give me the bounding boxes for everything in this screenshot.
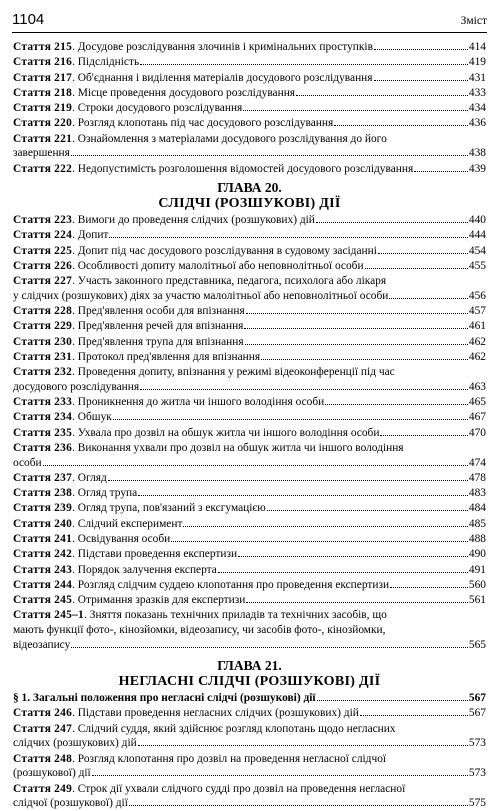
article-label: Стаття	[13, 609, 52, 622]
page-ref: 433	[468, 86, 486, 99]
article-number: 216	[54, 56, 73, 69]
article-title: . Пред'явлення особи для впізнання	[72, 305, 245, 318]
page-ref: 565	[468, 638, 486, 651]
toc-entry[interactable]	[13, 722, 486, 751]
toc-entry[interactable]	[13, 426, 486, 441]
article-number: 229	[54, 320, 73, 333]
article-label: Стаття	[13, 563, 52, 576]
article-label: Стаття	[13, 351, 52, 363]
page-ref: 567	[468, 692, 486, 705]
toc-entry[interactable]	[13, 486, 486, 501]
dot-leader	[129, 805, 468, 806]
article-title-continuation: слідчих (розшукових) дій	[13, 737, 137, 750]
article-label: Стаття	[13, 56, 52, 69]
dot-leader	[171, 541, 468, 542]
page-header	[12, 8, 487, 33]
article-label: Стаття	[13, 707, 52, 720]
chapter-label: ГЛАВА 20.	[217, 180, 282, 196]
section-heading[interactable]	[13, 691, 486, 706]
page-ref: 483	[468, 487, 486, 500]
dot-leader	[389, 298, 468, 299]
page-ref: 484	[468, 502, 486, 515]
article-title: . Огляд	[72, 471, 107, 484]
toc-entry[interactable]	[13, 55, 486, 70]
article-number: 248	[54, 752, 73, 765]
toc-entry[interactable]	[13, 244, 486, 259]
article-title: . Підстави проведення негласних слідчих (розшукових) дій	[72, 707, 359, 720]
article-label: Стаття	[13, 117, 52, 130]
page-ref: 455	[468, 260, 486, 272]
page-ref: 434	[468, 102, 486, 115]
article-label: Стаття	[13, 594, 52, 607]
toc-group-chapter-20	[13, 213, 486, 652]
page-ref: 461	[468, 320, 486, 333]
toc-entry[interactable]	[13, 40, 486, 55]
article-title: . Пред'явлення речей для впізнання	[72, 320, 244, 333]
page-ref: 567	[468, 707, 486, 720]
article-title: . Порядок залучення експерта	[72, 563, 217, 576]
dot-leader	[243, 110, 468, 111]
dot-leader	[374, 49, 468, 50]
toc-entry[interactable]	[13, 116, 486, 131]
article-title-continuation: завершення	[13, 147, 70, 160]
toc-entry[interactable]	[13, 517, 486, 532]
page-ref: 575	[468, 797, 486, 810]
page-ref: 444	[468, 229, 486, 242]
toc-entry[interactable]	[13, 547, 486, 562]
article-title: . Проведення допиту, впізнання у режимі відеоконференції під час	[72, 366, 395, 379]
dot-leader	[43, 465, 468, 466]
article-number: 232	[54, 366, 73, 379]
running-head: Зміст	[460, 15, 487, 27]
dot-leader	[378, 253, 468, 254]
toc-group-chapter-21	[13, 706, 486, 810]
page-ref: 467	[468, 411, 486, 424]
chapter-title: СЛІДЧІ (РОЗШУКОВІ) ДІЇ	[158, 196, 341, 212]
article-number: 245–1	[54, 609, 85, 622]
article-title: . Об'єднання і виділення матеріалів досудового розслідування	[72, 71, 373, 84]
dot-leader	[138, 495, 468, 496]
page-ref: 454	[468, 244, 486, 257]
article-number: 218	[54, 86, 73, 99]
dot-leader	[92, 775, 468, 776]
dot-leader	[71, 155, 468, 156]
toc-entry[interactable]	[13, 101, 486, 116]
article-title: . Розгляд клопотання про дозвіл на проведення негласної слідчої	[72, 752, 387, 765]
article-label: Стаття	[13, 71, 52, 84]
article-title: . Ухвала про дозвіл на обшук житла чи іншого володіння особи	[72, 426, 380, 439]
article-title: . Проникнення до житла чи іншого володіння особи	[72, 396, 325, 409]
article-title-continuation: у слідчих (розшукових) діях за участю малолітньої або неповнолітньої особи	[13, 289, 389, 302]
page-ref: 490	[468, 548, 486, 561]
article-title: . Допит під час досудового розслідування в судовому засіданні	[72, 244, 377, 257]
article-label: Стаття	[13, 442, 52, 454]
page-ref: 462	[468, 351, 486, 363]
article-title-continuation: досудового розслідування	[13, 380, 140, 393]
article-title: . Особливості допиту малолітньої або неповнолітньої особи	[72, 260, 364, 272]
toc-entry[interactable]	[13, 319, 486, 334]
toc-entry[interactable]	[13, 501, 486, 516]
article-number: 234	[54, 411, 73, 424]
article-number: 222	[54, 162, 73, 175]
article-number: 240	[54, 517, 73, 530]
article-number: 239	[54, 502, 73, 515]
dot-leader	[109, 237, 467, 238]
article-title: . Протокол пред'явлення для впізнання	[72, 351, 261, 363]
article-title-continuation: особи	[13, 456, 42, 469]
article-number: 243	[54, 563, 73, 576]
article-label: Стаття	[13, 502, 52, 515]
article-number: 237	[54, 471, 73, 484]
article-label: Стаття	[13, 320, 52, 333]
toc-entry[interactable]	[13, 132, 486, 161]
article-number: 224	[54, 229, 73, 242]
article-number: 219	[54, 102, 73, 115]
article-number: 235	[54, 426, 73, 439]
dot-leader	[261, 359, 468, 360]
article-number: 217	[54, 71, 73, 84]
dot-leader	[374, 80, 468, 81]
article-title: . Огляд трупа	[72, 487, 138, 500]
toc-entry[interactable]	[13, 441, 486, 470]
dot-leader	[296, 95, 468, 96]
section-title: § 1. Загальні положення про негласні слідчі (розшукові) дії	[13, 692, 316, 705]
page-ref: 474	[468, 456, 486, 469]
article-number: 221	[54, 132, 73, 145]
article-title-continuation: (розшукової) дії	[13, 767, 91, 780]
article-title: . Розгляд слідчим суддею клопотання про проведення експертизи	[72, 578, 390, 591]
toc-entry[interactable]	[13, 304, 486, 319]
article-label: Стаття	[13, 41, 52, 53]
article-number: 220	[54, 117, 73, 130]
page-ref: 488	[468, 533, 486, 545]
page-ref: 463	[468, 380, 486, 393]
dot-leader	[360, 715, 468, 716]
article-label: Стаття	[13, 260, 52, 272]
dot-leader	[365, 268, 468, 269]
page-ref: 573	[468, 767, 486, 780]
article-title: . Виконання ухвали про дозвіл на обшук житла чи іншого володіння	[72, 442, 404, 454]
toc-entry[interactable]	[13, 350, 486, 365]
article-number: 242	[54, 548, 73, 561]
article-title: . Допит	[72, 229, 109, 242]
article-title-continuation: слідчої (розшукової) дії	[13, 797, 128, 810]
dot-leader	[246, 602, 468, 603]
article-title: . Строк дії ухвали слідчого судді про дозвіл на проведення негласної	[72, 782, 406, 795]
toc-entry[interactable]	[13, 578, 486, 593]
article-label: Стаття	[13, 102, 52, 115]
article-title-continuation: відеозапису	[13, 638, 71, 651]
dot-leader	[183, 526, 467, 527]
article-label: Стаття	[13, 229, 52, 242]
toc-entry[interactable]	[13, 86, 486, 101]
page-ref: 462	[468, 335, 486, 348]
article-number: 228	[54, 305, 73, 318]
article-label: Стаття	[13, 335, 52, 348]
toc-entry[interactable]	[13, 395, 486, 410]
page-ref: 470	[468, 426, 486, 439]
dot-leader	[325, 404, 468, 405]
article-label: Стаття	[13, 244, 52, 257]
article-title: . Зняття показань технічних приладів та технічних засобів, що	[84, 609, 387, 622]
article-title: . Підстави проведення експертизи	[72, 548, 238, 561]
article-number: 226	[54, 260, 73, 272]
dot-leader	[380, 435, 467, 436]
article-title-continuation: мають функції фото-, кінозйомки, відеозапису, чи засобів фото-, кінозйомки,	[13, 624, 386, 636]
toc-entry[interactable]	[13, 162, 486, 177]
dot-leader	[316, 222, 468, 223]
article-title: . Недопустимість розголошення відомостей досудового розслідування	[72, 162, 414, 175]
article-title: . Вимоги до проведення слідчих (розшукових) дій	[72, 214, 315, 227]
page-ref: 436	[468, 117, 486, 130]
chapter-heading-20	[13, 180, 486, 212]
article-title: . Строки досудового розслідування	[72, 102, 243, 115]
article-label: Стаття	[13, 86, 52, 99]
article-number: 236	[54, 442, 73, 454]
article-number: 223	[54, 214, 73, 227]
article-number: 233	[54, 396, 73, 409]
article-label: Стаття	[13, 396, 52, 409]
toc-entry[interactable]	[13, 410, 486, 425]
article-number: 245	[54, 594, 73, 607]
toc-group-top	[13, 40, 486, 176]
dot-leader	[246, 313, 468, 314]
toc-entry[interactable]	[13, 274, 486, 303]
article-label: Стаття	[13, 752, 52, 765]
article-label: Стаття	[13, 533, 52, 545]
page-ref: 561	[468, 594, 486, 607]
toc-entry[interactable]	[13, 213, 486, 228]
article-number: 241	[54, 533, 73, 545]
table-of-contents	[13, 40, 486, 811]
article-title: . Підслідність	[72, 56, 140, 69]
toc-entry[interactable]	[13, 608, 486, 652]
page-ref: 431	[468, 71, 486, 84]
page-number: 1104	[12, 11, 45, 28]
article-label: Стаття	[13, 517, 52, 530]
dot-leader	[238, 556, 468, 557]
dot-leader	[267, 510, 468, 511]
article-number: 246	[54, 707, 73, 720]
article-number: 225	[54, 244, 73, 257]
article-number: 215	[54, 41, 73, 53]
article-title: . Місце проведення досудового розслідування	[72, 86, 296, 99]
page-ref: 414	[468, 41, 486, 53]
toc-entry[interactable]	[13, 71, 486, 86]
article-title: . Отримання зразків для експертизи	[72, 594, 246, 607]
article-title: . Слідчий експеримент	[72, 517, 183, 530]
article-number: 238	[54, 487, 73, 500]
article-number: 227	[54, 275, 73, 288]
chapter-heading-21	[13, 658, 486, 690]
page-ref: 465	[468, 396, 486, 409]
article-label: Стаття	[13, 426, 52, 439]
article-label: Стаття	[13, 162, 52, 175]
article-label: Стаття	[13, 722, 52, 735]
dot-leader	[334, 125, 468, 126]
dot-leader	[414, 171, 468, 172]
page-ref: 456	[468, 289, 486, 302]
article-title: . Обшук	[72, 411, 112, 424]
article-label: Стаття	[13, 782, 52, 795]
toc-entry[interactable]	[13, 365, 486, 394]
article-label: Стаття	[13, 487, 52, 500]
dot-leader	[140, 64, 468, 65]
article-number: 244	[54, 578, 73, 591]
article-title: . Пред'явлення трупа для впізнання	[72, 335, 244, 348]
page-ref: 485	[468, 517, 486, 530]
page-ref: 439	[468, 162, 486, 175]
page-ref: 440	[468, 214, 486, 227]
dot-leader	[108, 480, 468, 481]
chapter-title: НЕГЛАСНІ СЛІДЧІ (РОЗШУКОВІ) ДІЇ	[118, 674, 381, 690]
article-number: 247	[54, 722, 73, 735]
toc-entry[interactable]	[13, 259, 486, 274]
dot-leader	[113, 419, 468, 420]
dot-leader	[244, 328, 467, 329]
toc-entry[interactable]	[13, 228, 486, 243]
dot-leader	[138, 745, 468, 746]
toc-entry[interactable]	[13, 563, 486, 578]
page-ref: 478	[468, 471, 486, 484]
toc-entry[interactable]	[13, 532, 486, 547]
page-ref: 573	[468, 737, 486, 750]
article-title: . Ознайомлення з матеріалами досудового розслідування до його	[72, 132, 387, 145]
dot-leader	[390, 587, 468, 588]
article-label: Стаття	[13, 366, 52, 379]
toc-entry[interactable]	[13, 593, 486, 608]
article-title: . Участь законного представника, педагога, психолога або лікаря	[72, 275, 387, 288]
page-ref: 419	[468, 56, 486, 69]
article-label: Стаття	[13, 471, 52, 484]
toc-entry[interactable]	[13, 471, 486, 486]
article-label: Стаття	[13, 305, 52, 318]
article-label: Стаття	[13, 411, 52, 424]
dot-leader	[140, 389, 468, 390]
article-number: 231	[54, 351, 73, 363]
page-ref: 560	[468, 578, 486, 591]
article-label: Стаття	[13, 275, 52, 288]
page-ref: 438	[468, 147, 486, 160]
article-title: . Освідування особи	[72, 533, 171, 545]
article-title: . Слідчий суддя, який здійснює розгляд клопотань щодо негласних	[72, 722, 396, 735]
article-label: Стаття	[13, 578, 52, 591]
article-number: 249	[54, 782, 73, 795]
article-number: 230	[54, 335, 73, 348]
dot-leader	[317, 700, 468, 701]
dot-leader	[71, 647, 468, 648]
dot-leader	[245, 344, 468, 345]
chapter-label: ГЛАВА 21.	[217, 658, 282, 674]
toc-entry[interactable]	[13, 335, 486, 350]
toc-entry[interactable]	[13, 782, 486, 811]
toc-entry[interactable]	[13, 706, 486, 721]
article-label: Стаття	[13, 548, 52, 561]
toc-entry[interactable]	[13, 752, 486, 781]
article-title: . Розгляд клопотань під час досудового розслідування	[72, 117, 334, 130]
article-title: . Досудове розслідування злочинів і кримінальних проступків	[72, 41, 373, 53]
article-label: Стаття	[13, 132, 52, 145]
dot-leader	[218, 572, 468, 573]
page-ref: 457	[468, 305, 486, 318]
page-ref: 491	[468, 563, 486, 576]
article-title: . Огляд трупа, пов'язаний з ексгумацією	[72, 502, 266, 515]
article-label: Стаття	[13, 214, 52, 227]
